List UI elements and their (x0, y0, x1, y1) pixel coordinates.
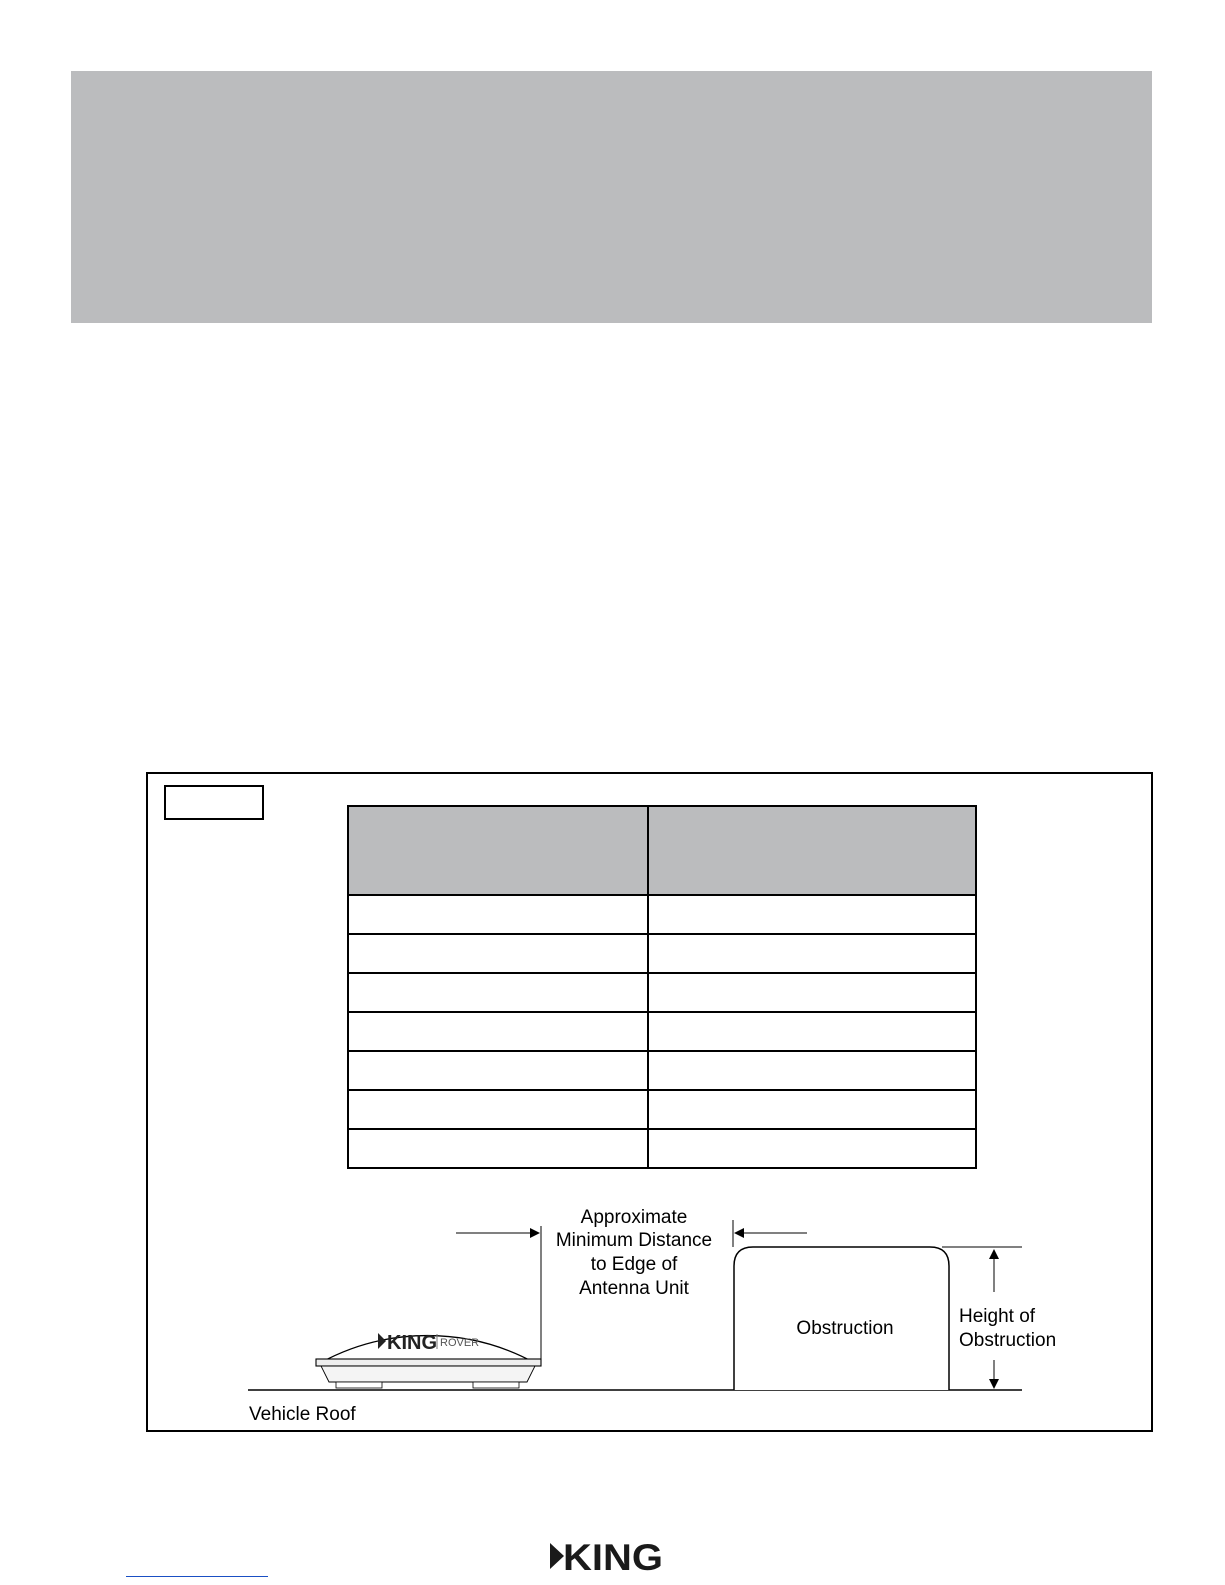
distance-label-line1: Approximate (580, 1207, 688, 1228)
antenna-dome (316, 1332, 541, 1388)
footer-logo (548, 1538, 678, 1574)
footer-link-underline (126, 1576, 268, 1577)
height-label-line2: Obstruction (959, 1330, 1057, 1351)
roof-label: Vehicle Roof (249, 1404, 356, 1425)
dome-brand-text: KING (387, 1332, 437, 1354)
footer-brand-text: KING (563, 1538, 663, 1574)
distance-label-line4: Antenna Unit (579, 1278, 689, 1299)
distance-label-line3: to Edge of (590, 1254, 678, 1275)
distance-label-line2: Minimum Distance (555, 1230, 713, 1251)
footer-chevron-icon (550, 1543, 564, 1569)
obstruction-label: Obstruction (796, 1318, 894, 1339)
dome-model-text: ROVER (440, 1337, 480, 1349)
height-label-line1: Height of (959, 1306, 1036, 1327)
